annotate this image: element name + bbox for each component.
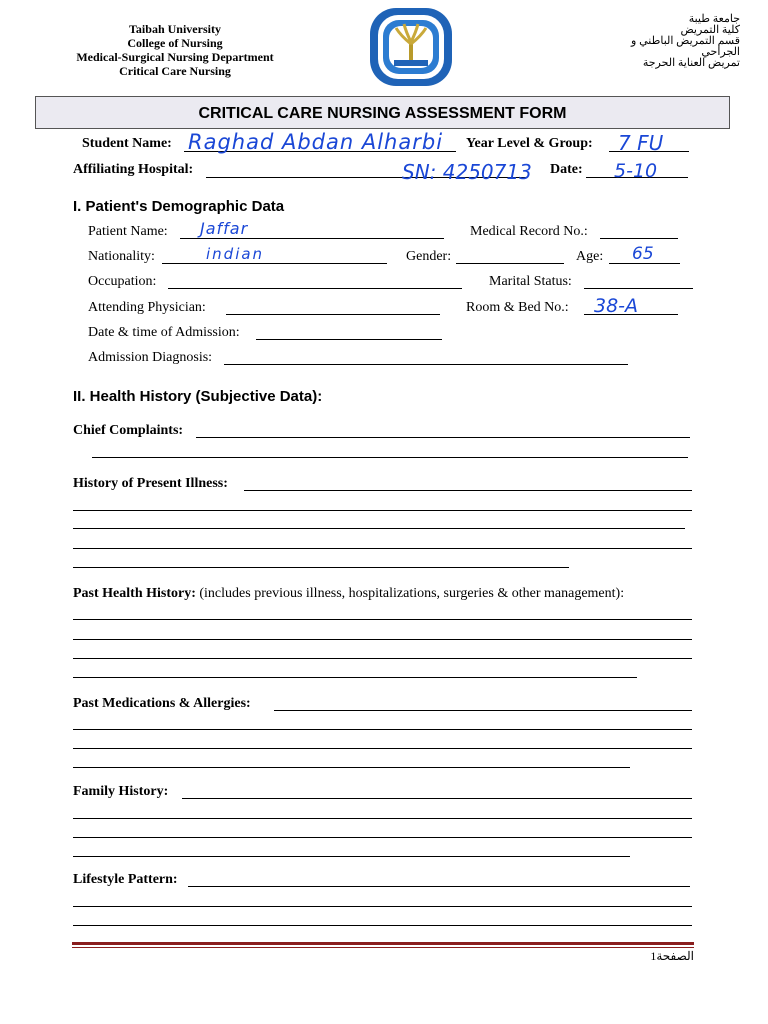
program-name: Critical Care Nursing	[119, 64, 231, 78]
hpi-line[interactable]	[73, 548, 692, 549]
age-value: 65	[632, 244, 654, 264]
medications-line[interactable]	[73, 767, 630, 768]
date-label: Date:	[550, 162, 583, 177]
hpi-line[interactable]	[73, 528, 685, 529]
arabic-header	[590, 14, 740, 69]
page-number: الصفحة1	[650, 949, 694, 963]
admission-diagnosis-label: Admission Diagnosis:	[88, 350, 213, 365]
marital-label: Marital Status:	[489, 274, 572, 289]
institution-header	[60, 22, 290, 78]
admission-time-line[interactable]	[256, 339, 442, 340]
past-history-note: (includes previous illness, hospitalizations, surgeries & other management):	[199, 586, 625, 601]
occupation-label: Occupation:	[88, 274, 157, 289]
past-history-line[interactable]	[73, 677, 637, 678]
mrn-label: Medical Record No.:	[470, 224, 588, 239]
hpi-label: History of Present Illness:	[73, 476, 228, 491]
health-history-heading: II. Health History (Subjective Data):	[73, 388, 323, 405]
medications-line[interactable]	[73, 729, 692, 730]
student-name-value: Raghad Abdan Alharbi	[188, 130, 444, 154]
hpi-line[interactable]	[73, 510, 692, 511]
nationality-label: Nationality:	[88, 249, 155, 264]
form-title: CRITICAL CARE NURSING ASSESSMENT FORM	[35, 96, 730, 129]
gender-label: Gender:	[406, 249, 452, 264]
footer-rule-thin	[72, 947, 694, 948]
arabic-line-4: تمريض العناية الحرجة	[642, 57, 740, 69]
physician-label: Attending Physician:	[88, 300, 206, 315]
lifestyle-line[interactable]	[188, 886, 690, 887]
nationality-value: indian	[206, 245, 265, 263]
marital-line[interactable]	[584, 288, 693, 289]
arabic-line-1: جامعة طيبة	[688, 13, 740, 25]
department-name: Medical-Surgical Nursing Department	[76, 50, 274, 64]
family-history-line[interactable]	[73, 837, 692, 838]
room-bed-value: 38-A	[594, 295, 639, 317]
age-label: Age:	[576, 249, 604, 264]
demographic-heading: I. Patient's Demographic Data	[73, 198, 285, 215]
occupation-line[interactable]	[168, 288, 462, 289]
university-logo	[368, 6, 454, 88]
medications-line[interactable]	[73, 748, 692, 749]
past-history-line[interactable]	[73, 619, 692, 620]
admission-time-label: Date & time of Admission:	[88, 325, 240, 340]
year-group-value: 7 FU	[618, 131, 664, 155]
arabic-line-2: كلية التمريض	[680, 24, 740, 36]
medications-label: Past Medications & Allergies:	[73, 696, 251, 711]
arabic-line-3: قسم التمريض الباطني و الجراحي	[631, 35, 740, 58]
physician-line[interactable]	[226, 314, 440, 315]
chief-complaints-line[interactable]	[92, 457, 688, 458]
hospital-label: Affiliating Hospital:	[73, 162, 194, 177]
gender-line[interactable]	[456, 263, 564, 264]
past-history-row	[73, 586, 624, 602]
room-bed-label: Room & Bed No.:	[466, 300, 569, 315]
lifestyle-label: Lifestyle Pattern:	[73, 872, 178, 887]
admission-diagnosis-line[interactable]	[224, 364, 628, 365]
college-name: College of Nursing	[127, 36, 223, 50]
family-history-line[interactable]	[73, 856, 630, 857]
patient-name-label: Patient Name:	[88, 224, 168, 239]
footer-rule	[72, 942, 694, 945]
chief-complaints-label: Chief Complaints:	[73, 423, 184, 438]
mrn-line[interactable]	[600, 238, 678, 239]
past-history-label: Past Health History:	[73, 586, 196, 601]
hpi-line[interactable]	[73, 567, 569, 568]
family-history-label: Family History:	[73, 784, 169, 799]
hpi-line[interactable]	[244, 490, 692, 491]
patient-name-line[interactable]	[180, 238, 444, 239]
past-history-line[interactable]	[73, 658, 692, 659]
family-history-line[interactable]	[182, 798, 692, 799]
family-history-line[interactable]	[73, 818, 692, 819]
chief-complaints-line[interactable]	[196, 437, 690, 438]
lifestyle-line[interactable]	[73, 925, 692, 926]
patient-name-value: Jaffar	[200, 219, 249, 238]
university-name: Taibah University	[129, 22, 221, 36]
medications-line[interactable]	[274, 710, 692, 711]
nationality-line[interactable]	[162, 263, 387, 264]
hospital-value: SN: 4250713	[402, 160, 532, 184]
past-history-line[interactable]	[73, 639, 692, 640]
year-group-label: Year Level & Group:	[466, 136, 593, 151]
lifestyle-line[interactable]	[73, 906, 692, 907]
date-value: 5-10	[614, 160, 658, 182]
student-name-label: Student Name:	[82, 136, 172, 151]
